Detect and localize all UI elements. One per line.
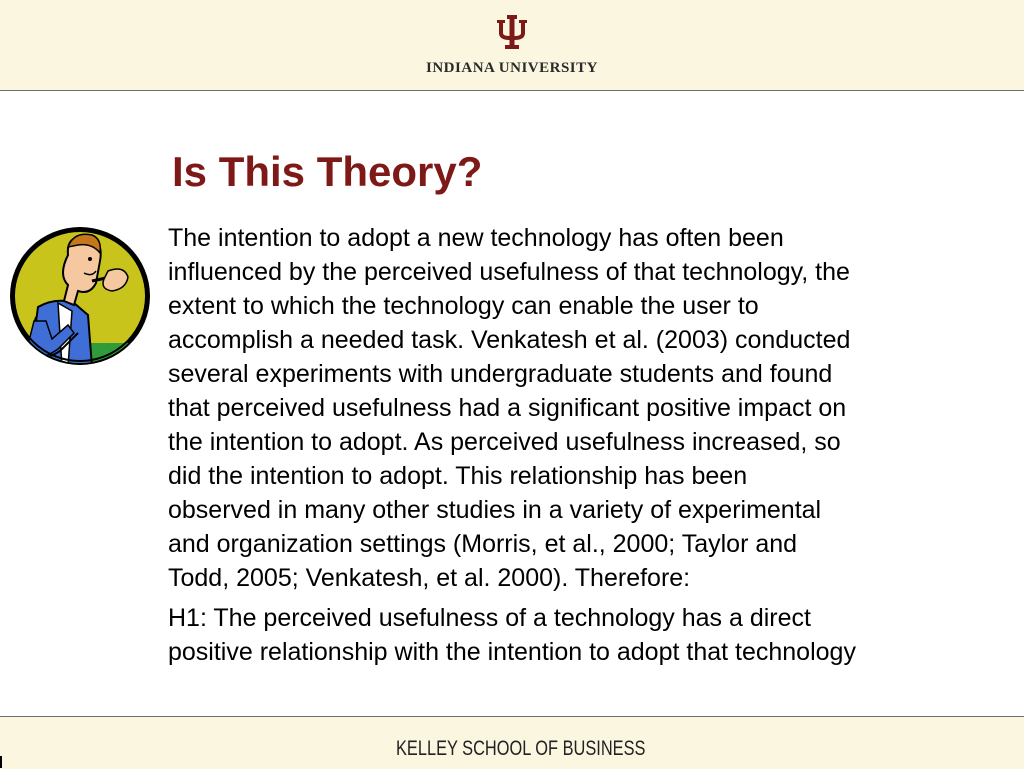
university-name: INDIANA UNIVERSITY [426,60,598,76]
body-line: did the intention to adopt. This relationship has been [168,462,748,490]
slide-title: Is This Theory? [172,148,483,195]
slide-footer [0,716,1024,769]
body-line: that perceived usefulness had a significant positive impact on [168,394,847,422]
body-line: and organization settings (Morris, et al., 2000; Taylor and [168,530,798,558]
body-line: The intention to adopt a new technology has often been [168,224,784,252]
slide-header [0,0,1024,91]
hypothesis-line: H1: The perceived usefulness of a technology has a direct [168,604,811,632]
school-name: KELLEY SCHOOL OF BUSINESS [396,737,646,760]
body-line: accomplish a needed task. Venkatesh et al. (2003) conducted [168,326,851,354]
body-line: the intention to adopt. As perceived usefulness increased, so [168,428,841,456]
thinking-man-icon [8,225,152,367]
body-line: observed in many other studies in a variety of experimental [168,496,822,524]
iu-trident-icon [497,15,527,49]
body-line: extent to which the technology can enable the user to [168,292,759,320]
hypothesis-line: positive relationship with the intention to adopt that technology [168,638,856,666]
body-line: several experiments with undergraduate students and found [168,360,833,388]
body-line: Todd, 2005; Venkatesh, et al. 2000). Therefore: [168,564,691,592]
slide-edge-mark [0,756,2,768]
body-line: influenced by the perceived usefulness of that technology, the [168,258,850,286]
slide-body [168,221,968,669]
